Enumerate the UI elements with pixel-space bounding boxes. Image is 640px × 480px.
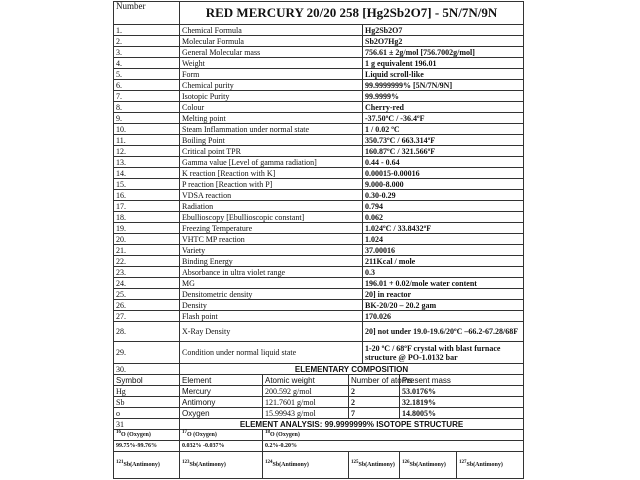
property-row xyxy=(114,146,524,157)
property-value: 0.00015-0.00016 xyxy=(363,168,524,179)
property-row xyxy=(114,135,524,146)
section-number: 30. xyxy=(114,364,180,375)
property-name: Freezing Temperature xyxy=(180,223,363,234)
property-value: 1.024 xyxy=(363,234,524,245)
property-number: 28. xyxy=(114,322,180,342)
analysis-title: ELEMENT ANALYSIS: 99.9999999% ISOTOPE STRUCTURE xyxy=(180,419,524,430)
property-row xyxy=(114,234,524,245)
column-header: Number of atoms xyxy=(349,375,400,386)
property-name: Isotopic Purity xyxy=(180,91,363,102)
isotope-label: O (Oxygen) xyxy=(121,431,151,438)
property-name: Weight xyxy=(180,58,363,69)
element-symbol: o xyxy=(114,408,180,419)
property-name: Density xyxy=(180,300,363,311)
isotope-label: Sb(Antimony) xyxy=(358,461,395,468)
property-name: Densitometric density xyxy=(180,289,363,300)
property-number: 8. xyxy=(114,102,180,113)
property-number: 17. xyxy=(114,201,180,212)
property-number: 22. xyxy=(114,256,180,267)
property-name: Condition under normal liquid state xyxy=(180,342,363,364)
property-row xyxy=(114,322,524,342)
isotope-mass: 127 xyxy=(459,459,467,465)
property-row xyxy=(114,256,524,267)
number-header: Number xyxy=(114,2,180,25)
property-name: VDSA reaction xyxy=(180,190,363,201)
property-row xyxy=(114,36,524,47)
oxygen-isotope-label xyxy=(180,430,263,441)
isotope-mass: 18 xyxy=(265,429,270,435)
property-value: 160.87ºC / 321.566ºF xyxy=(363,146,524,157)
antimony-isotope xyxy=(180,452,263,479)
property-number: 18. xyxy=(114,212,180,223)
property-number: 10. xyxy=(114,124,180,135)
present-mass: 53.0176% xyxy=(400,386,524,397)
property-row xyxy=(114,190,524,201)
property-number: 24. xyxy=(114,278,180,289)
isotope-label: Sb(Antimony) xyxy=(409,461,446,468)
isotope-mass: 17 xyxy=(182,429,187,435)
property-number: 21. xyxy=(114,245,180,256)
property-name: Variety xyxy=(180,245,363,256)
property-value: 350.73ºC / 663.314ºF xyxy=(363,135,524,146)
property-value: 170.026 xyxy=(363,311,524,322)
property-name: MG xyxy=(180,278,363,289)
property-value: 99.9999999% [5N/7N/9N] xyxy=(363,80,524,91)
present-mass: 14.8005% xyxy=(400,408,524,419)
property-value: 20] not under 19.0-19.6/20ºC –66.2-67.28/68F xyxy=(363,322,524,342)
property-value: BK-20/20 – 20.2 gam xyxy=(363,300,524,311)
antimony-isotope xyxy=(349,452,400,479)
property-name: Chemical purity xyxy=(180,80,363,91)
property-number: 13. xyxy=(114,157,180,168)
spec-body xyxy=(114,2,524,479)
section-number: 31 xyxy=(114,419,180,430)
property-row xyxy=(114,179,524,190)
property-number: 11. xyxy=(114,135,180,146)
property-row xyxy=(114,245,524,256)
property-name: Boiling Point xyxy=(180,135,363,146)
property-number: 9. xyxy=(114,113,180,124)
page-title: RED MERCURY 20/20 258 [Hg2Sb2O7] - 5N/7N/9N xyxy=(180,2,524,25)
property-row xyxy=(114,267,524,278)
property-name: VHTC MP reaction xyxy=(180,234,363,245)
atom-count: 2 xyxy=(349,386,400,397)
property-number: 5. xyxy=(114,69,180,80)
oxygen-isotope-label xyxy=(263,430,524,441)
element-name: Oxygen xyxy=(180,408,263,419)
property-value: 0.44 - 0.64 xyxy=(363,157,524,168)
property-row xyxy=(114,47,524,58)
property-number: 12. xyxy=(114,146,180,157)
property-name: Gamma value [Level of gamma radiation] xyxy=(180,157,363,168)
property-value: 0.794 xyxy=(363,201,524,212)
property-number: 4. xyxy=(114,58,180,69)
property-row xyxy=(114,201,524,212)
property-number: 16. xyxy=(114,190,180,201)
isotope-label: Sb(Antimony) xyxy=(272,461,309,468)
oxygen-isotope-row xyxy=(114,430,524,441)
property-number: 6. xyxy=(114,80,180,91)
atom-count: 7 xyxy=(349,408,400,419)
property-row xyxy=(114,289,524,300)
oxygen-isotope-value: 0.2%-0.20% xyxy=(263,441,524,452)
property-name: Melting point xyxy=(180,113,363,124)
property-value: Liquid scroll-like xyxy=(363,69,524,80)
property-value: 756.61 ± 2g/mol [756.7002g/mol] xyxy=(363,47,524,58)
property-value: -37.50ºC / -36.4ºF xyxy=(363,113,524,124)
oxygen-isotope-label xyxy=(114,430,180,441)
property-value: Cherry-red xyxy=(363,102,524,113)
element-name: Antimony xyxy=(180,397,263,408)
property-value: Sb2O7Hg2 xyxy=(363,36,524,47)
element-row xyxy=(114,397,524,408)
property-row xyxy=(114,212,524,223)
property-value: 211Kcal / mole xyxy=(363,256,524,267)
column-header: Atomic weight xyxy=(263,375,349,386)
property-name: Absorbance in ultra violet range xyxy=(180,267,363,278)
property-name: Molecular Formula xyxy=(180,36,363,47)
isotope-mass: 123 xyxy=(182,459,190,465)
property-row xyxy=(114,278,524,289)
property-value: 1 / 0.02 ºC xyxy=(363,124,524,135)
property-number: 19. xyxy=(114,223,180,234)
header-row xyxy=(114,2,524,25)
oxygen-isotope-value: 0.032% -0.037% xyxy=(180,441,263,452)
property-name: P reaction [Reaction with P] xyxy=(180,179,363,190)
property-name: Colour xyxy=(180,102,363,113)
property-number: 20. xyxy=(114,234,180,245)
property-value: 37.00016 xyxy=(363,245,524,256)
property-row xyxy=(114,69,524,80)
property-name: Flash point xyxy=(180,311,363,322)
property-row xyxy=(114,223,524,234)
element-name: Mercury xyxy=(180,386,263,397)
atom-count: 2 xyxy=(349,397,400,408)
property-number: 27. xyxy=(114,311,180,322)
property-number: 15. xyxy=(114,179,180,190)
property-number: 7. xyxy=(114,91,180,102)
column-header: Element xyxy=(180,375,263,386)
present-mass: 32.1819% xyxy=(400,397,524,408)
antimony-isotope-row xyxy=(114,452,524,479)
property-name: Radiation xyxy=(180,201,363,212)
property-value: 1.024ºC / 33.8432ºF xyxy=(363,223,524,234)
isotope-mass: 126 xyxy=(402,459,410,465)
property-row xyxy=(114,342,524,364)
isotope-label: O (Oxygen) xyxy=(187,431,217,438)
isotope-mass: 121 xyxy=(116,459,124,465)
property-row xyxy=(114,124,524,135)
isotope-mass: 125 xyxy=(351,459,359,465)
elementary-title-row xyxy=(114,364,524,375)
analysis-title-row xyxy=(114,419,524,430)
property-number: 1. xyxy=(114,25,180,36)
property-name: Form xyxy=(180,69,363,80)
element-symbol: Hg xyxy=(114,386,180,397)
property-value: 0.30-0.29 xyxy=(363,190,524,201)
property-row xyxy=(114,168,524,179)
element-row xyxy=(114,408,524,419)
antimony-isotope xyxy=(457,452,524,479)
atomic-weight: 200.592 g/mol xyxy=(263,386,349,397)
property-row xyxy=(114,113,524,124)
spec-sheet xyxy=(113,1,523,479)
property-number: 23. xyxy=(114,267,180,278)
isotope-label: O (Oxygen) xyxy=(270,431,300,438)
elementary-header-row xyxy=(114,375,524,386)
property-row xyxy=(114,25,524,36)
property-value: 99.9999% xyxy=(363,91,524,102)
property-name: K reaction [Reaction with K] xyxy=(180,168,363,179)
atomic-weight: 121.7601 g/mol xyxy=(263,397,349,408)
property-value: 1 g equivalent 196.01 xyxy=(363,58,524,69)
property-value: 0.062 xyxy=(363,212,524,223)
isotope-label: Sb(Antimony) xyxy=(466,461,503,468)
property-name: Critical point TPR xyxy=(180,146,363,157)
isotope-label: Sb(Antimony) xyxy=(123,461,160,468)
property-name: Ebulliosсopy [Ebullioscopic constant] xyxy=(180,212,363,223)
isotope-mass: 124 xyxy=(265,459,273,465)
property-row xyxy=(114,300,524,311)
property-row xyxy=(114,58,524,69)
property-name: Steam Inflammation under normal state xyxy=(180,124,363,135)
property-value: 196.01 + 0.02/mole water content xyxy=(363,278,524,289)
antimony-isotope xyxy=(114,452,180,479)
column-header: Symbol xyxy=(114,375,180,386)
property-number: 26. xyxy=(114,300,180,311)
property-value: 20] in reactor xyxy=(363,289,524,300)
property-value: 1-20 ºC / 68ºF crystal with blast furnace structure @ PO-1.0132 bar xyxy=(363,342,524,364)
property-row xyxy=(114,102,524,113)
oxygen-isotope-value: 99.75%-99.76% xyxy=(114,441,180,452)
property-number: 14. xyxy=(114,168,180,179)
property-name: General Molecular mass xyxy=(180,47,363,58)
property-value: 0.3 xyxy=(363,267,524,278)
isotope-label: Sb(Antimony) xyxy=(189,461,226,468)
spec-table xyxy=(113,1,524,479)
property-number: 25. xyxy=(114,289,180,300)
atomic-weight: 15.99943 g/mol xyxy=(263,408,349,419)
elementary-title: ELEMENTARY COMPOSITION xyxy=(180,364,524,375)
oxygen-value-row xyxy=(114,441,524,452)
property-name: X-Ray Density xyxy=(180,322,363,342)
antimony-isotope xyxy=(263,452,349,479)
column-header: Present mass xyxy=(400,375,524,386)
property-row xyxy=(114,311,524,322)
property-number: 29. xyxy=(114,342,180,364)
property-name: Chemical Formula xyxy=(180,25,363,36)
property-name: Binding Energy xyxy=(180,256,363,267)
property-number: 2. xyxy=(114,36,180,47)
property-row xyxy=(114,157,524,168)
antimony-isotope xyxy=(400,452,457,479)
isotope-mass: 16 xyxy=(116,429,121,435)
element-row xyxy=(114,386,524,397)
property-value: Hg2Sb2O7 xyxy=(363,25,524,36)
property-row xyxy=(114,80,524,91)
property-number: 3. xyxy=(114,47,180,58)
element-symbol: Sb xyxy=(114,397,180,408)
property-value: 9.000-8.000 xyxy=(363,179,524,190)
property-row xyxy=(114,91,524,102)
